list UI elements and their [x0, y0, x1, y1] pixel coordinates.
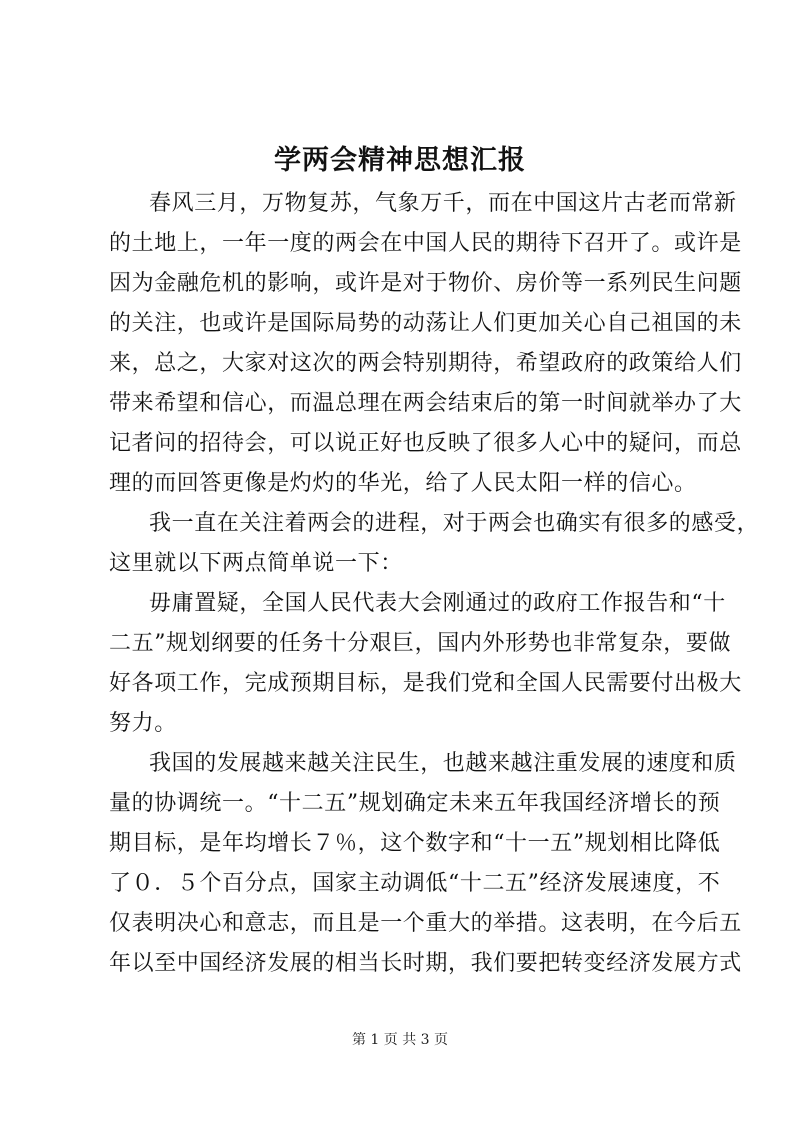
document-title: 学两会精神思想汇报 [274, 145, 526, 176]
text-line: 仅表明决心和意志，而且是一个重大的举措。这表明，在今后五 [109, 911, 742, 936]
text-line: 好各项工作，完成预期目标，是我们党和全国人民需要付出极大 [109, 671, 742, 696]
text-line: 的土地上，一年一度的两会在中国人民的期待下召开了。或许是 [109, 231, 742, 256]
text-line: 年以至中国经济发展的相当长时期，我们要把转变经济发展方式 [109, 951, 742, 976]
text-line: 期目标，是年均增长７％，这个数字和“十一五”规划相比降低 [109, 831, 721, 856]
text-line: 努力。 [109, 711, 177, 736]
text-line: 春风三月，万物复苏，气象万千，而在中国这片古老而常新 [149, 191, 737, 216]
text-line: 我一直在关注着两会的进程，对于两会也确实有很多的感受， [149, 511, 760, 536]
text-line: 理的而回答更像是灼灼的华光，给了人民太阳一样的信心。 [109, 471, 697, 496]
paragraph-2 [109, 504, 760, 584]
text-line: 的关注，也或许是国际局势的动荡让人们更加关心自己祖国的未 [109, 311, 742, 336]
text-line: 带来希望和信心，而温总理在两会结束后的第一时间就举办了大 [109, 391, 742, 416]
paragraph-3 [109, 584, 742, 744]
paragraph-4 [109, 744, 742, 984]
page-number-footer: 第 1 页 共 3 页 [351, 1032, 449, 1048]
text-line: 记者问的招待会，可以说正好也反映了很多人心中的疑问，而总 [109, 431, 742, 456]
text-line: 因为金融危机的影响，或许是对于物价、房价等一系列民生问题 [109, 271, 742, 296]
text-line: 我国的发展越来越关注民生，也越来越注重发展的速度和质 [149, 751, 737, 776]
document-body [109, 184, 760, 984]
text-line: 毋庸置疑，全国人民代表大会刚通过的政府工作报告和“十 [149, 591, 726, 616]
paragraph-1 [109, 184, 742, 504]
text-line: 量的协调统一。“十二五”规划确定未来五年我国经济增长的预 [109, 791, 721, 816]
text-line: 来，总之，大家对这次的两会特别期待，希望政府的政策给人们 [109, 351, 742, 376]
text-line: 二五”规划纲要的任务十分艰巨，国内外形势也非常复杂，要做 [109, 631, 732, 656]
text-line: 这里就以下两点简单说一下： [109, 551, 403, 576]
text-line: 了０．５个百分点，国家主动调低“十二五”经济发展速度，不 [109, 871, 721, 896]
